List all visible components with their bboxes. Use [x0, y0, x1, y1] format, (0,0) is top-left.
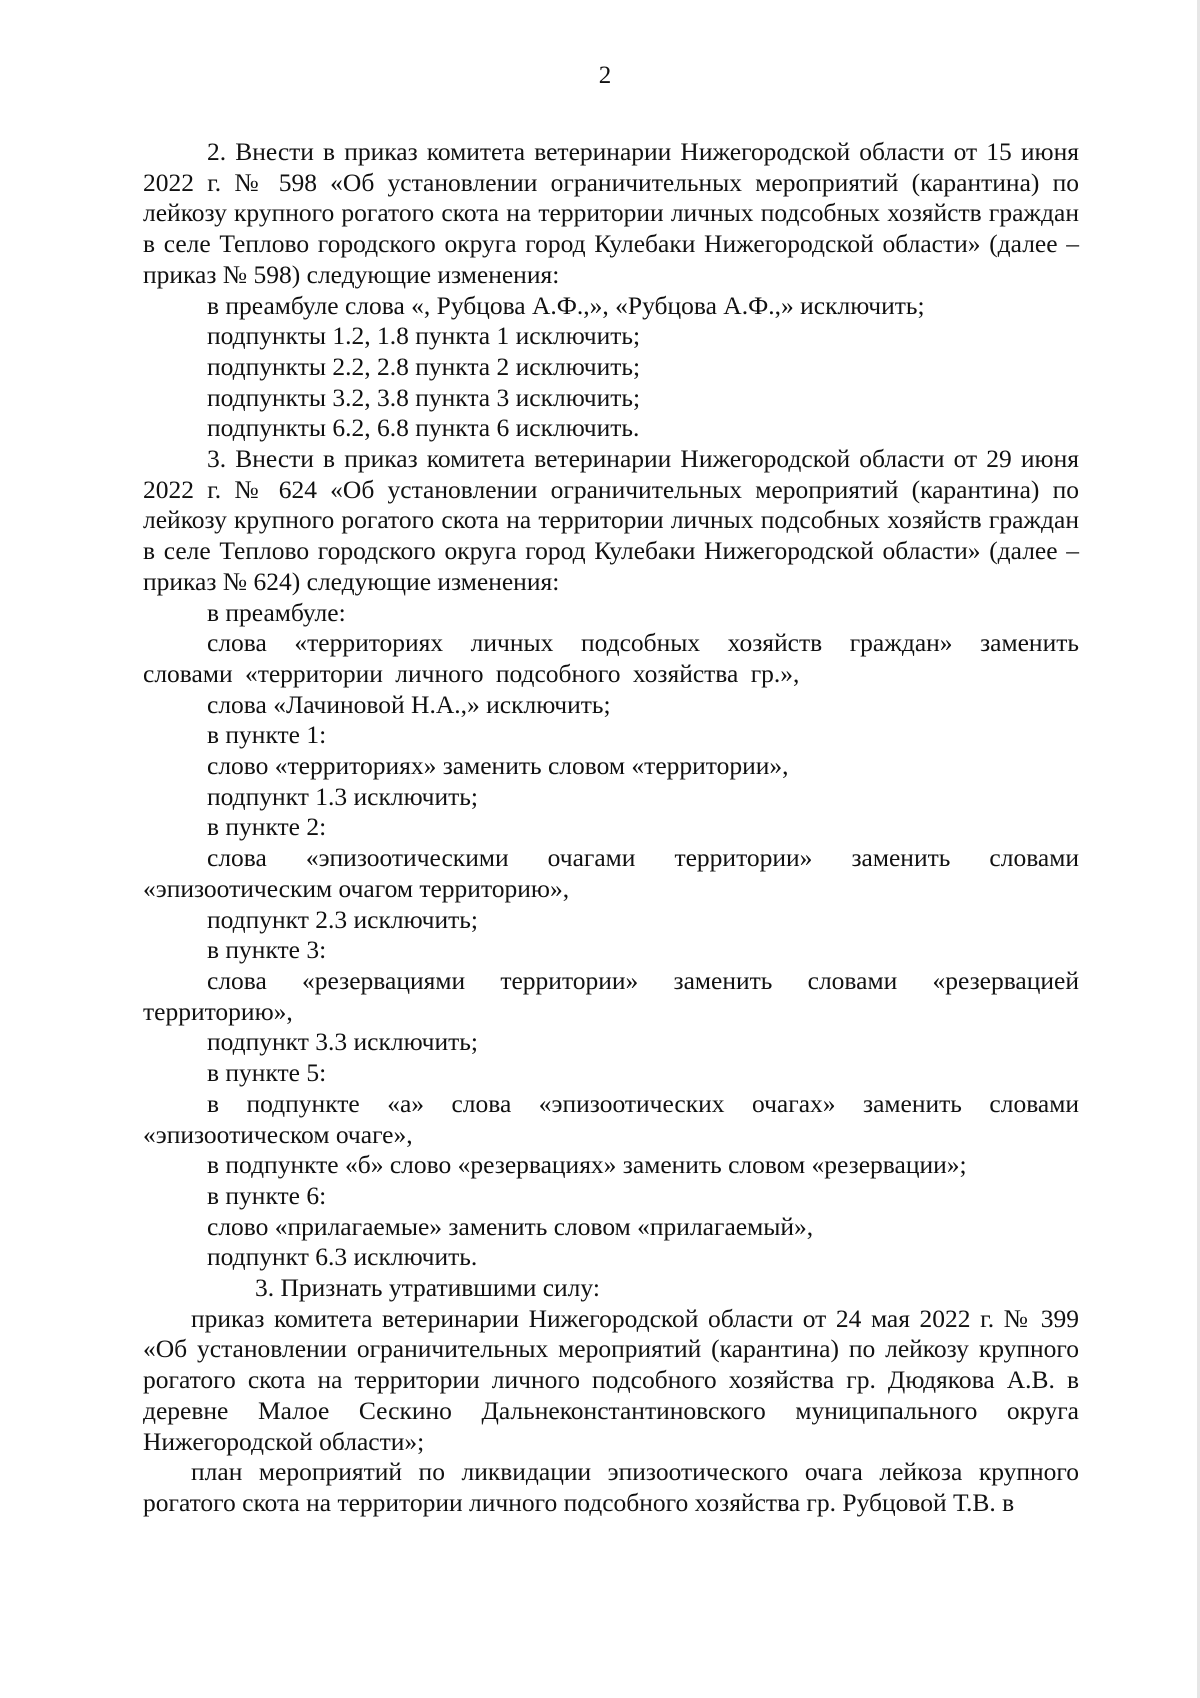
paragraph-item-2-line-3: подпункты 2.2, 2.8 пункта 2 исключить; [207, 351, 641, 381]
paragraph-item-2-line-1: в преамбуле слова «, Рубцова А.Ф.,», «Рубцова А.Ф.,» исключить; [207, 290, 925, 320]
paragraph-item-3-point-6-a: слово «прилагаемые» заменить словом «прилагаемый», [207, 1211, 814, 1241]
paragraph-item-3-point-2-a: слова «эпизоотическими очагами территории» заменить словами «эпизоотическим очагом территорию», [143, 843, 1079, 903]
paragraph-item-3-point-3-b: подпункт 3.3 исключить; [207, 1027, 478, 1057]
section-repeal [143, 1273, 1079, 1519]
paragraph-repeal-plan: план мероприятий по ликвидации эпизоотического очага лейкоза крупного рогатого скота на территории личного подсобного хозяйства гр. Рубцовой Т.В. в [143, 1457, 1079, 1517]
paragraph-item-2: 2. Внести в приказ комитета ветеринарии Нижегородской области от 15 июня 2022 г. № 598 «Об установлении ограничительных мероприятий (карантина) по лейкозу крупного рогатого скота на территории личных подсобных хозяйств граждан в селе Теплово городского округа город Кулебаки Нижегородской области» (далее – приказ № 598) следующие изменения: [143, 137, 1079, 289]
document-body [143, 137, 1079, 1519]
paragraph-item-3-point-1: в пункте 1: [207, 720, 327, 750]
paragraph-item-3: 3. Внести в приказ комитета ветеринарии Нижегородской области от 29 июня 2022 г. № 624 «Об установлении ограничительных мероприятий (карантина) по лейкозу крупного рогатого скота на территории личных подсобных хозяйств граждан в селе Теплово городского округа город Кулебаки Нижегородской области» (далее – приказ № 624) следующие изменения: [143, 444, 1079, 596]
paragraph-item-2-line-2: подпункты 1.2, 1.8 пункта 1 исключить; [207, 321, 641, 351]
page-number: 2 [598, 62, 612, 89]
paragraph-item-3-words-2: слова «Лачиновой Н.А.,» исключить; [207, 689, 611, 719]
paragraph-item-3-point-1-a: слово «территориях» заменить словом «территории», [207, 751, 789, 781]
paragraph-repeal-order: приказ комитета ветеринарии Нижегородской области от 24 мая 2022 г. № 399 «Об установлении ограничительных мероприятий (карантина) по лейкозу крупного рогатого скота на территории личного подсобного хозяйства гр. Дюдякова А.В. в деревне Малое Сескино Дальнеконстантиновского муниципального округа Нижегородской области»; [143, 1303, 1079, 1456]
paragraph-item-2-line-5: подпункты 6.2, 6.8 пункта 6 исключить. [207, 413, 640, 443]
paragraph-item-3-point-3: в пункте 3: [207, 935, 327, 965]
paragraph-item-3-point-2: в пункте 2: [207, 812, 327, 842]
paragraph-item-3-preamble: в преамбуле: [207, 597, 346, 627]
paragraph-item-3-point-5: в пункте 5: [207, 1058, 327, 1088]
paragraph-item-3-point-5-a: в подпункте «а» слова «эпизоотических очагах» заменить словами «эпизоотическом очаге», [143, 1088, 1079, 1149]
paragraph-item-3-words-1: слова «территориях личных подсобных хозяйств граждан» заменить словами «территории личного подсобного хозяйства гр.», [143, 628, 1079, 688]
paragraph-item-3-point-5-b: в подпункте «б» слово «резервациях» заменить словом «резервации»; [207, 1150, 967, 1180]
paragraph-item-3-point-6: в пункте 6: [207, 1180, 327, 1210]
paragraph-item-2-line-4: подпункты 3.2, 3.8 пункта 3 исключить; [207, 382, 641, 412]
paragraph-item-3-point-1-b: подпункт 1.3 исключить; [207, 781, 478, 811]
paragraph-item-3-point-3-a: слова «резервациями территории» заменить словами «резервацией территорию», [143, 965, 1079, 1026]
paragraph-repeal-heading: 3. Признать утратившими силу: [255, 1273, 600, 1303]
paragraph-item-3-point-2-b: подпункт 2.3 исключить; [207, 904, 478, 934]
paragraph-item-3-point-6-b: подпункт 6.3 исключить. [207, 1242, 478, 1272]
